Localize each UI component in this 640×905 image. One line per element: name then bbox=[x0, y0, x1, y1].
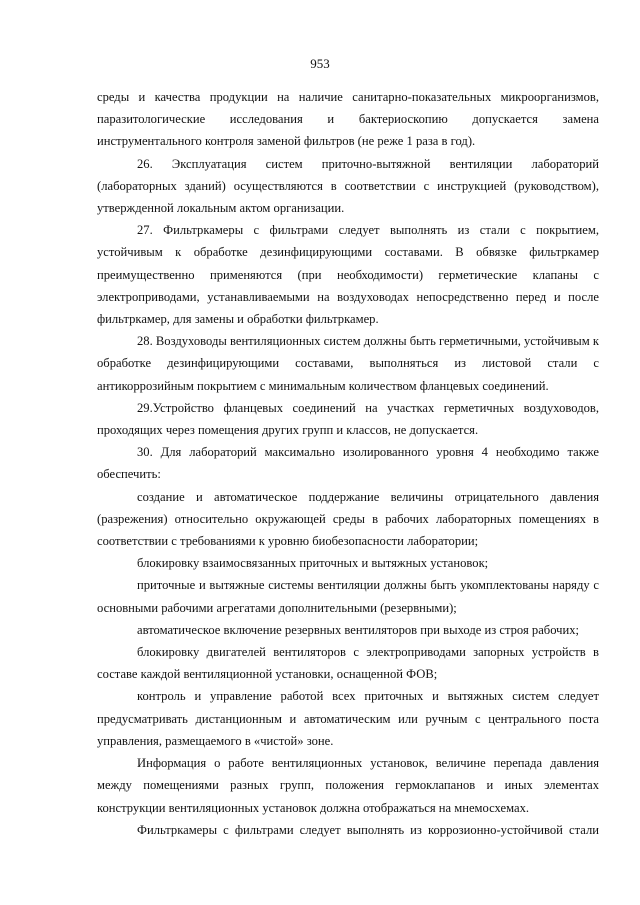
list-item-motor-interlock: блокировку двигателей вентиляторов с электроприводами запорных устройств в составе каждой вентиляционной установки, оснащенной ФОВ; bbox=[97, 645, 599, 682]
document-body bbox=[97, 86, 599, 841]
paragraph-item-29: 29.Устройство фланцевых соединений на участках герметичных воздуховодов, проходящих через помещения других групп и классов, не допускается. bbox=[97, 400, 599, 438]
list-item-interlock: блокировку взаимосвязанных приточных и вытяжных установок; bbox=[137, 556, 489, 571]
paragraph-item-30: 30. Для лабораторий максимально изолированного уровня 4 необходимо также обеспечить: bbox=[97, 445, 599, 482]
paragraph-item-26: 26. Эксплуатация систем приточно-вытяжной вентиляции лабораторий (лабораторных зданий) осуществляются в соответствии с инструкцией (руководством), утвержденной локальным актом организации. bbox=[97, 156, 599, 216]
list-item-auto-reserve-fans: автоматическое включение резервных вентиляторов при выходе из строя рабочих; bbox=[137, 622, 580, 637]
paragraph-continuation: среды и качества продукции на наличие санитарно-показательных микроорганизмов, паразитологические исследования и бактериоскопию допускается замена инструментального контроля заменой фильтров (не реже 1 раза в год). bbox=[97, 90, 599, 149]
paragraph-item-28: 28. Воздуховоды вентиляционных систем должны быть герметичными, устойчивым к обработке дезинфицирующими составами, выполняться из листовой стали с антикоррозийным покрытием с минимальным количеством фланцевых соединений. bbox=[97, 334, 599, 393]
paragraph-filter-chambers: Фильтркамеры с фильтрами следует выполнять из коррозионно-устойчивой стали bbox=[137, 822, 599, 837]
paragraph-mnemonic-info: Информация о работе вентиляционных установок, величине перепада давления между помещениями разных групп, положения гермоклапанов и иных элементах конструкции вентиляционных установок должна отображаться на мнемосхемах. bbox=[97, 756, 599, 815]
page-number: 953 bbox=[310, 56, 330, 71]
paragraph-item-27: 27. Фильтркамеры с фильтрами следует выполнять из стали с покрытием, устойчивым к обработке дезинфицирующими составами. В обвязке фильтркамер преимущественно применяются (при необходимости) герметические клапаны с электроприводами, устанавливаемыми на воздуховодах непосредственно перед и после фильтркамер, для замены и обработки фильтркамер. bbox=[97, 223, 599, 327]
list-item-control: контроль и управление работой всех приточных и вытяжных систем следует предусматривать дистанционным и автоматическим или ручным с центрального поста управления, размещаемого в «чистой» зоне. bbox=[97, 689, 599, 748]
list-item-reserve-units: приточные и вытяжные системы вентиляции должны быть укомплектованы наряду с основными рабочими агрегатами дополнительными (резервными); bbox=[97, 578, 599, 615]
list-item-negative-pressure: создание и автоматическое поддержание величины отрицательного давления (разрежения) относительно окружающей среды в рабочих лабораторных помещениях в соответствии с требованиями к уровню биобезопасности лаборатории; bbox=[97, 489, 599, 549]
